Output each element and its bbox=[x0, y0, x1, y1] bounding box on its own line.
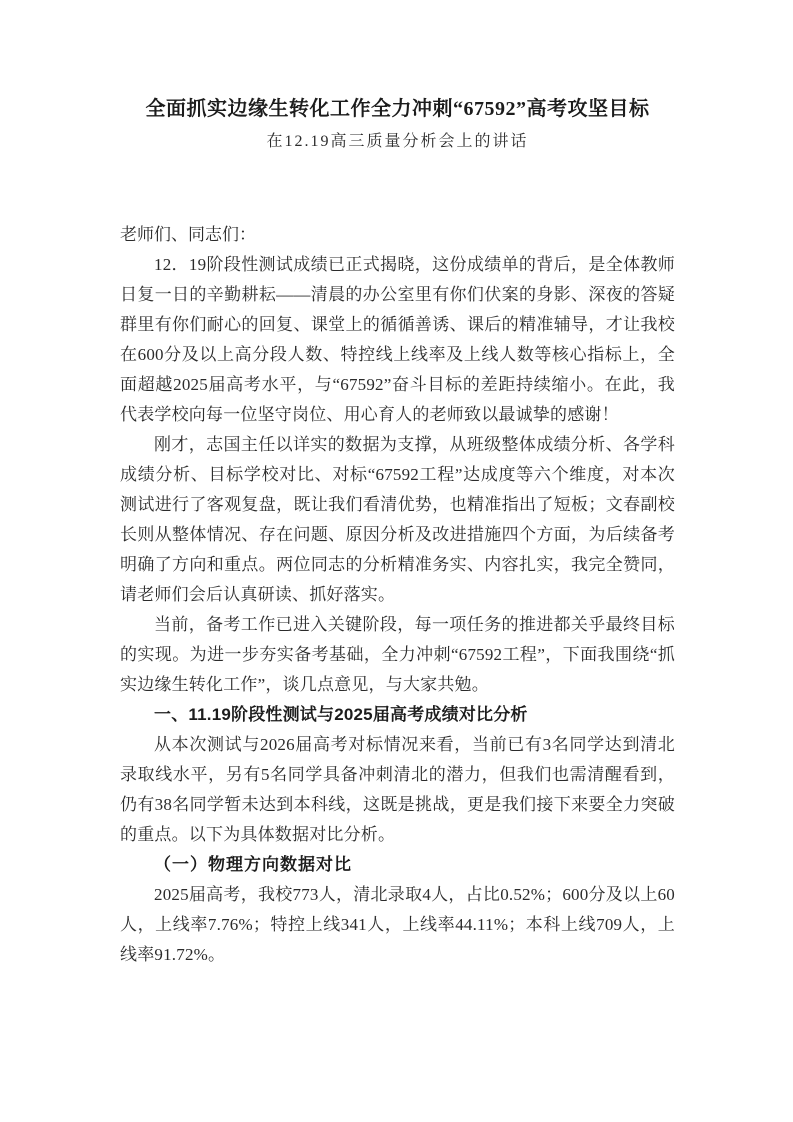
document-subtitle: 在12.19高三质量分析会上的讲话 bbox=[266, 133, 529, 150]
paragraph-analysis-review: 刚才，志国主任以详实的数据为支撑，从班级整体成绩分析、各学科成绩分析、目标学校对比、对标“67592工程”达成度等六个维度，对本次测试进行了客观复盘，既让我们看清优势，也精准指出了短板；文春副校长则从整体情况、存在问题、原因分析及改进措施四个方面，为后续备考明确了方向和重点。两位同志的分析精准务实、内容扎实，我完全赞同，请老师们会后认真研读、抓好落实。 bbox=[120, 435, 675, 604]
paragraph-physics-statistics: 2025届高考，我校773人，清北录取4人，占比0.52%；600分及以上60人，上线率7.76%；特控上线341人，上线率44.11%；本科上线709人，上线率91.72%。 bbox=[120, 885, 675, 964]
paragraph-test-results: 12．19阶段性测试成绩已正式揭晓，这份成绩单的背后，是全体教师日复一日的辛勤耕耘——清晨的办公室里有你们伏案的身影、深夜的答疑群里有你们耐心的回复、课堂上的循循善诱、课后的精准辅导，才让我校在600分及以上高分段人数、特控线上线率及上线人数等核心指标上，全面超越2025届高考水平，与“67592”奋斗目标的差距持续缩小。在此，我代表学校向每一位坚守岗位、用心育人的老师致以最诚挚的感谢！ bbox=[120, 255, 675, 424]
paragraph-key-stage: 当前，备考工作已进入关键阶段，每一项任务的推进都关乎最终目标的实现。为进一步夯实备考基础，全力冲刺“67592工程”，下面我围绕“抓实边缘生转化工作”，谈几点意见，与大家共勉。 bbox=[120, 615, 675, 694]
salutation: 老师们、同志们： bbox=[120, 225, 256, 244]
paragraph-benchmark-overview: 从本次测试与2026届高考对标情况来看，当前已有3名同学达到清北录取线水平，另有5名同学具备冲刺清北的潜力，但我们也需清醒看到，仍有38名同学暂未达到本科线，这既是挑战，更是我们接下来要全力突破的重点。以下为具体数据对比分析。 bbox=[120, 735, 675, 844]
subsection-heading-physics-data: （一）物理方向数据对比 bbox=[154, 855, 352, 874]
document-title: 全面抓实边缘生转化工作全力冲刺“67592”高考攻坚目标 bbox=[145, 98, 650, 120]
section-heading-comparison-analysis: 一、11.19阶段性测试与2025届高考成绩对比分析 bbox=[154, 705, 528, 724]
